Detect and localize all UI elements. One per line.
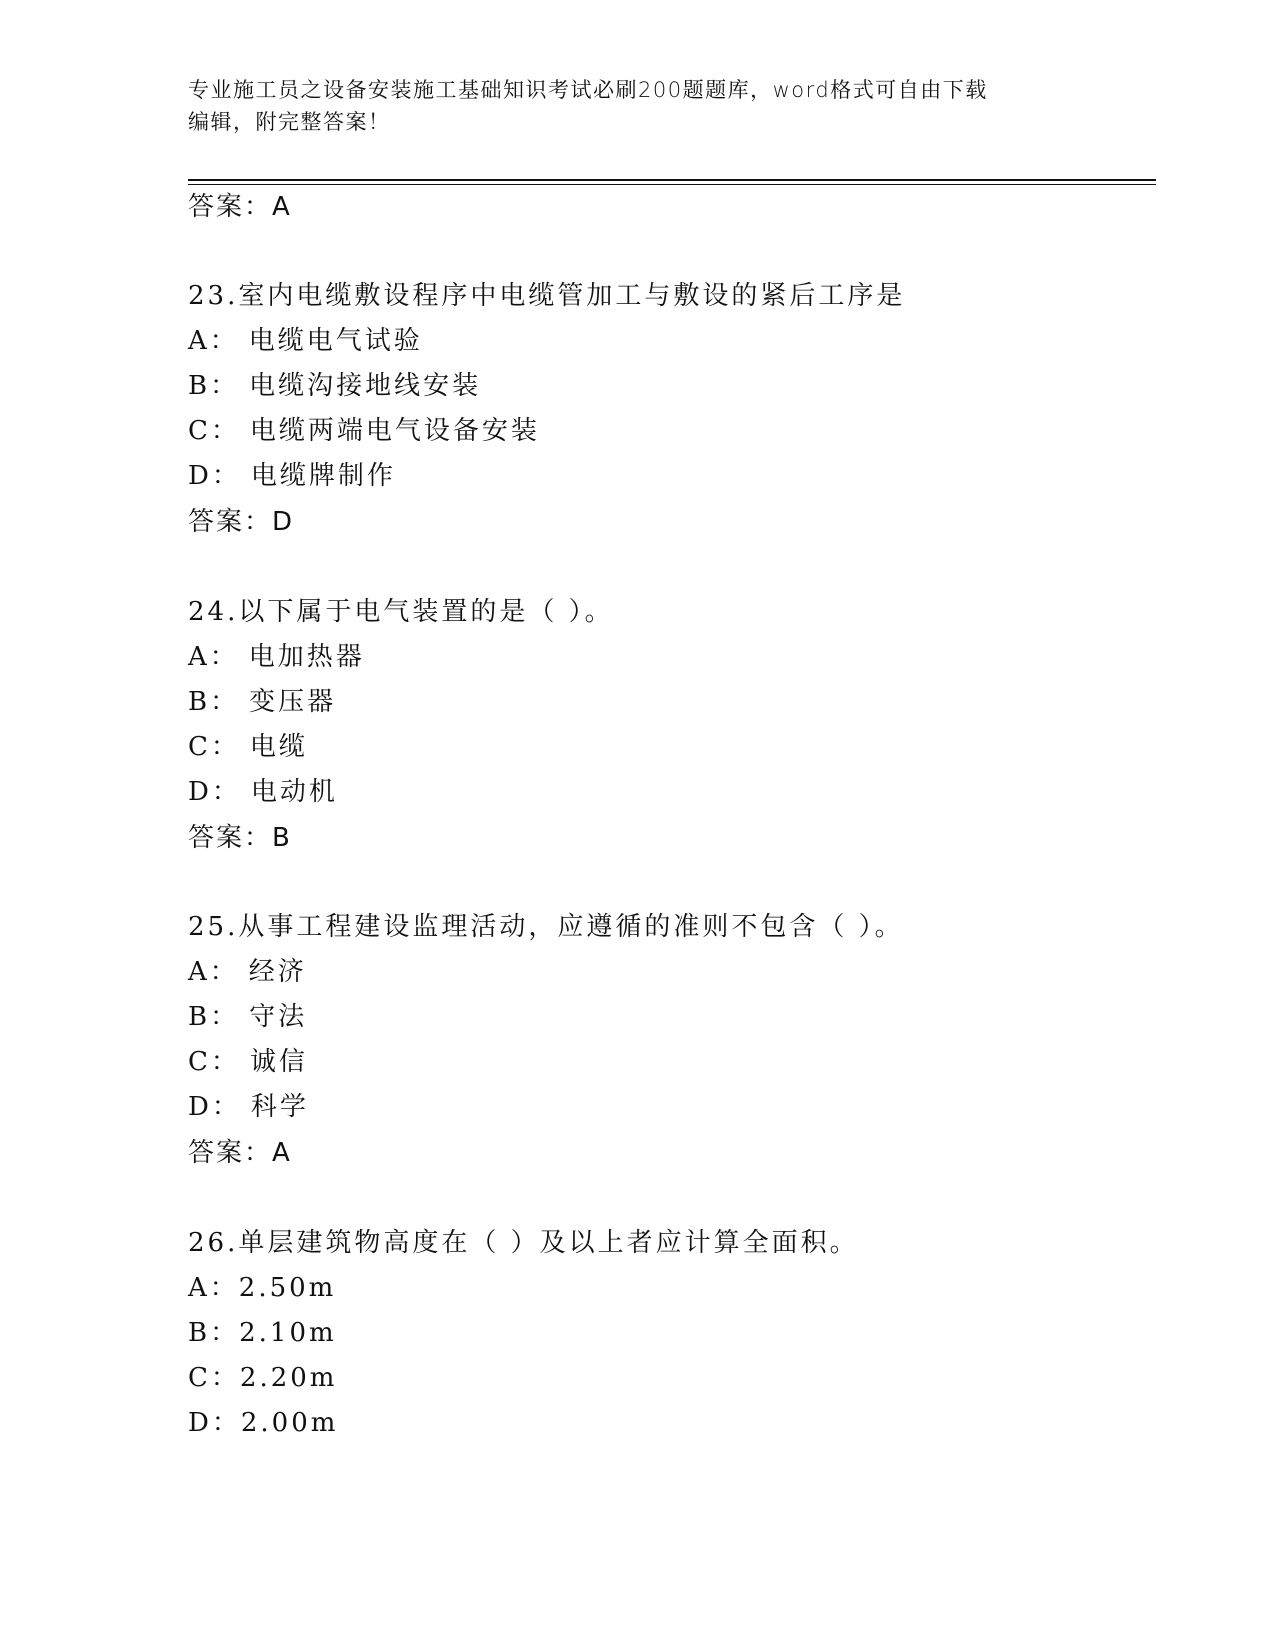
question-text: 室内电缆敷设程序中电缆管加工与敷设的紧后工序是	[238, 281, 906, 311]
question-25-option-a	[188, 956, 307, 988]
option-text: 电动机	[250, 777, 338, 807]
option-key: B：	[188, 687, 240, 717]
option-key: A：	[188, 642, 239, 672]
option-text: 2.20m	[239, 1363, 338, 1393]
option-key: D：	[188, 1408, 241, 1438]
option-text: 2.10m	[239, 1318, 337, 1348]
question-24-option-d	[188, 776, 338, 808]
question-25-option-b	[188, 1001, 307, 1033]
option-text: 2.00m	[240, 1408, 339, 1438]
question-text: 单层建筑物高度在（ ）及以上者应计算全面积。	[238, 1228, 859, 1258]
option-key: C：	[188, 732, 240, 762]
question-24-option-c	[188, 731, 308, 763]
option-key: D：	[188, 461, 241, 491]
question-23-stem	[188, 280, 905, 312]
question-26-option-c	[188, 1362, 337, 1394]
question-24-option-b	[188, 686, 336, 718]
option-text: 电缆	[249, 732, 308, 762]
option-key: A：	[188, 957, 239, 987]
option-key: A：	[188, 1273, 239, 1303]
option-text: 电缆牌制作	[250, 461, 396, 491]
header-line-2: 编辑，附完整答案！	[188, 110, 391, 134]
question-25-answer	[188, 1137, 292, 1169]
option-text: 2.50m	[238, 1273, 337, 1303]
option-key: B：	[188, 1318, 240, 1348]
option-text: 电缆沟接地线安装	[249, 371, 482, 401]
option-key: B：	[188, 371, 240, 401]
question-26-option-a	[188, 1272, 336, 1304]
answer-prev	[188, 191, 292, 223]
question-23-option-a	[188, 325, 423, 357]
option-text: 电缆两端电气设备安装	[249, 416, 540, 446]
question-26-stem	[188, 1227, 859, 1259]
answer-label: 答案：	[188, 507, 273, 537]
question-25-option-c	[188, 1046, 308, 1078]
question-25-option-d	[188, 1091, 309, 1123]
option-text: 变压器	[249, 687, 337, 717]
answer-value: A	[272, 192, 292, 222]
option-text: 守法	[249, 1002, 308, 1032]
header-rule-thick	[188, 179, 1156, 181]
question-25-stem	[188, 911, 904, 943]
option-key: C：	[188, 1047, 240, 1077]
document-header	[188, 74, 1068, 138]
answer-value: A	[272, 1138, 292, 1168]
option-key: D：	[188, 1092, 241, 1122]
question-23-option-b	[188, 370, 481, 402]
question-26-option-b	[188, 1317, 337, 1349]
question-23-answer	[188, 506, 294, 538]
answer-value: D	[272, 507, 295, 537]
header-line-1: 专业施工员之设备安装施工基础知识考试必刷200题题库，word格式可自由下载	[188, 78, 988, 102]
question-number: 25.	[188, 912, 239, 942]
question-number: 26.	[188, 1228, 239, 1258]
question-24-option-a	[188, 641, 365, 673]
answer-value: B	[272, 823, 292, 853]
answer-label: 答案：	[188, 192, 273, 222]
question-text: 以下属于电气装置的是（ ）。	[238, 597, 614, 627]
option-text: 电加热器	[248, 642, 365, 672]
question-24-stem	[188, 596, 614, 628]
question-text: 从事工程建设监理活动，应遵循的准则不包含（ ）。	[238, 912, 904, 942]
option-text: 经济	[248, 957, 307, 987]
option-key: C：	[188, 1363, 240, 1393]
option-key: B：	[188, 1002, 240, 1032]
question-23-option-c	[188, 415, 540, 447]
question-number: 24.	[188, 597, 239, 627]
option-text: 电缆电气试验	[248, 326, 423, 356]
answer-label: 答案：	[188, 823, 273, 853]
option-text: 诚信	[249, 1047, 308, 1077]
question-26-option-d	[188, 1407, 338, 1439]
answer-label: 答案：	[188, 1138, 273, 1168]
question-number: 23.	[188, 281, 239, 311]
question-24-answer	[188, 822, 292, 854]
option-key: A：	[188, 326, 239, 356]
option-text: 科学	[250, 1092, 309, 1122]
option-key: C：	[188, 416, 240, 446]
option-key: D：	[188, 777, 241, 807]
header-rule-thin	[188, 184, 1156, 185]
question-23-option-d	[188, 460, 396, 492]
